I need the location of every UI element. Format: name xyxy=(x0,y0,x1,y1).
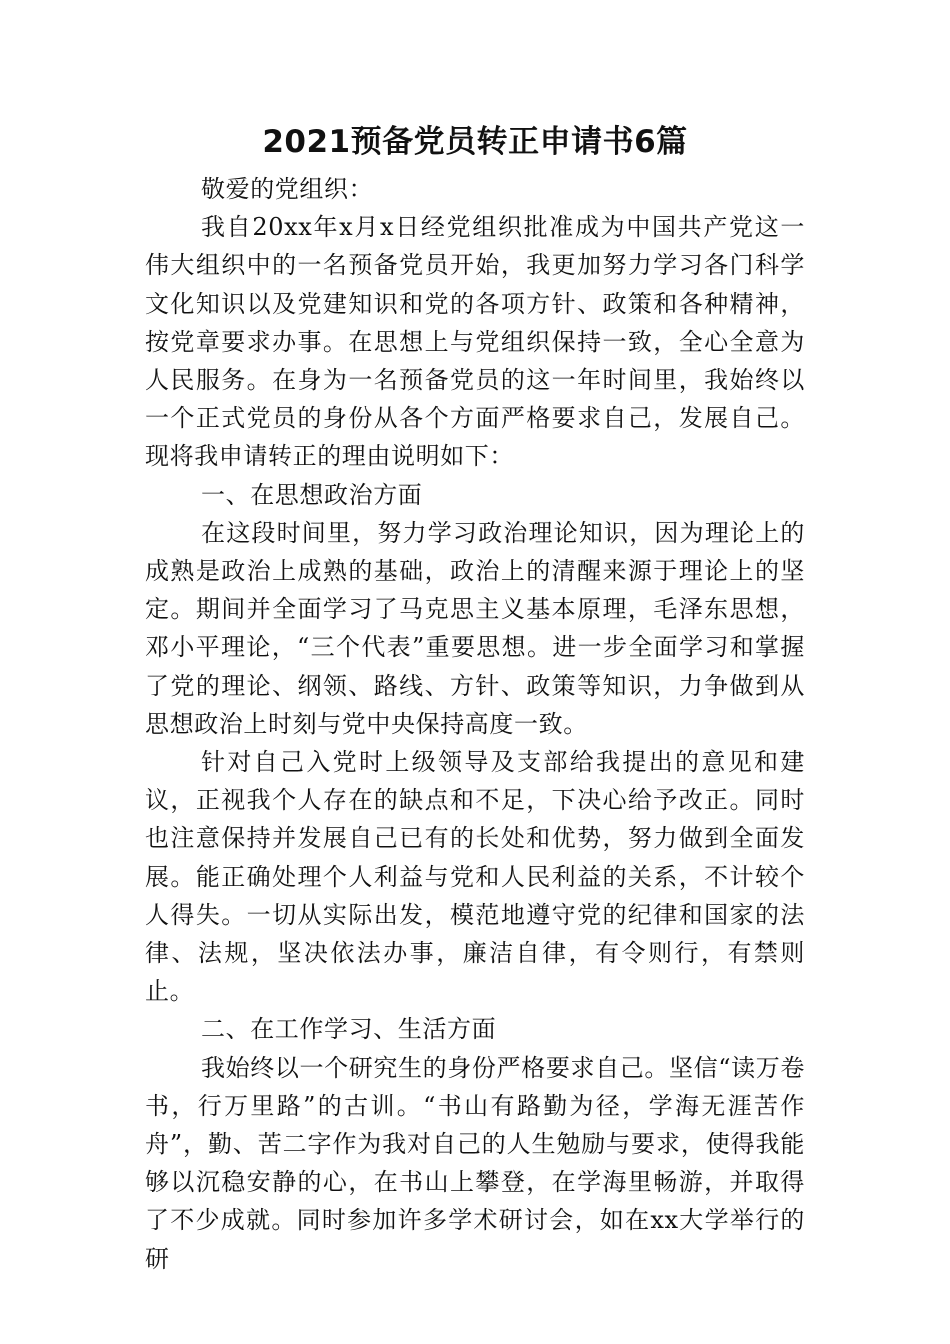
paragraph-self-improvement: 针对自己入党时上级领导及支部给我提出的意见和建议，正视我个人存在的缺点和不足，下决心给予改正。同时也注意保持并发展自己已有的长处和优势，努力做到全面发展。能正确处理个人利益与党和人民利益的关系，不计较个人得失。一切从实际出发，模范地遵守党的纪律和国家的法律、法规，坚决依法办事，廉洁自律，有令则行，有禁则止。 xyxy=(145,748,805,1006)
document-body xyxy=(145,170,805,1278)
document-title: 2021预备党员转正申请书6篇 xyxy=(262,124,688,160)
salutation: 敬爱的党组织： xyxy=(201,175,374,203)
paragraph-politics: 在这段时间里，努力学习政治理论知识，因为理论上的成熟是政治上成熟的基础，政治上的清醒来源于理论上的坚定。期间并全面学习了马克思主义基本原理，毛泽东思想，邓小平理论，“三个代表”重要思想。进一步全面学习和掌握了党的理论、纲领、路线、方针、政策等知识，力争做到从思想政治上时刻与党中央保持高度一致。 xyxy=(145,518,805,738)
section-heading-2: 二、在工作学习、生活方面 xyxy=(201,1015,497,1044)
section-heading-1: 一、在思想政治方面 xyxy=(201,480,423,509)
paragraph-study: 我始终以一个研究生的身份严格要求自己。坚信“读万卷书，行万里路”的古训。“书山有路勤为径，学海无涯苦作舟”，勤、苦二字作为我对自己的人生勉励与要求，使得我能够以沉稳安静的心，在书山上攀登，在学海里畅游，并取得了不少成就。同时参加许多学术研讨会，如在xx大学举行的研 xyxy=(145,1053,805,1273)
paragraph-intro: 我自20xx年x月x日经党组织批准成为中国共产党这一伟大组织中的一名预备党员开始，我更加努力学习各门科学文化知识以及党建知识和党的各项方针、政策和各种精神，按党章要求办事。在思想上与党组织保持一致，全心全意为人民服务。在身为一名预备党员的这一年时间里，我始终以一个正式党员的身份从各个方面严格要求自己，发展自己。现将我申请转正的理由说明如下： xyxy=(145,213,805,471)
